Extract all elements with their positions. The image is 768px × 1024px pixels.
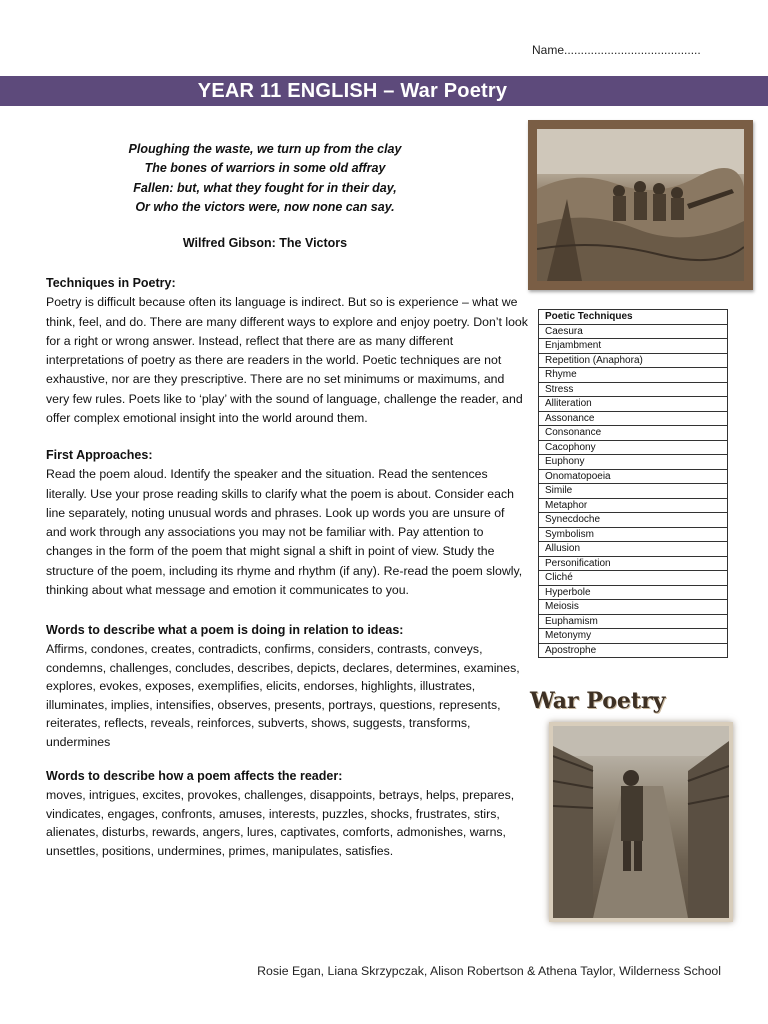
technique-item: Repetition (Anaphora)	[539, 353, 728, 368]
section-heading: Words to describe how a poem affects the reader:	[46, 769, 343, 783]
technique-item: Onomatopoeia	[539, 469, 728, 484]
trench-photo-image	[537, 129, 744, 281]
technique-item: Hyperbole	[539, 585, 728, 600]
technique-item: Euphony	[539, 455, 728, 470]
technique-item: Personification	[539, 556, 728, 571]
section-ideas-words	[46, 621, 528, 751]
technique-item: Caesura	[539, 324, 728, 339]
technique-item: Cliché	[539, 571, 728, 586]
section-reader-words	[46, 767, 528, 860]
section-heading: Techniques in Poetry:	[46, 276, 176, 290]
poem-line: Or who the victors were, now none can say.	[135, 200, 395, 215]
poem-line: Ploughing the waste, we turn up from the clay	[128, 142, 402, 156]
war-poetry-image-title: War Poetry	[530, 688, 666, 714]
technique-item: Consonance	[539, 426, 728, 441]
poem-excerpt	[30, 140, 500, 218]
page-title: YEAR 11 ENGLISH – War Poetry	[197, 80, 508, 102]
name-field: Name.........................................	[532, 43, 701, 57]
section-body: Read the poem aloud. Identify the speaker and the situation. Read the sentences literally. Use your prose reading skills to clarify what the poem is about. Consider each line separately, noting unusual words and phrases. Look up words you are unsure of and work through any associations you may not be familiar with. Pay attention to changes in the form of the poem that might signal a shift in point of view. Study the structure of the poem, including its rhyme and rhythm (if any). Re-read the poem slowly, thinking about what message and emotion it communicates to you.	[46, 467, 523, 598]
title-banner	[0, 76, 768, 106]
technique-item: Cacophony	[539, 440, 728, 455]
technique-item: Enjambment	[539, 339, 728, 354]
poem-line: Fallen: but, what they fought for in their day,	[133, 180, 397, 195]
trench-soldier-photo	[549, 722, 733, 922]
soldiers-in-trench-illustration	[537, 129, 744, 281]
technique-item: Alliteration	[539, 397, 728, 412]
technique-item: Meiosis	[539, 600, 728, 615]
section-first-approaches	[46, 446, 528, 600]
trench-photo	[528, 120, 753, 290]
table-header: Poetic Techniques	[539, 310, 728, 325]
soldier-in-trench-illustration	[553, 726, 729, 918]
technique-item: Stress	[539, 382, 728, 397]
poetic-techniques-table	[538, 309, 728, 658]
technique-item: Symbolism	[539, 527, 728, 542]
technique-item: Allusion	[539, 542, 728, 557]
section-body: Affirms, condones, creates, contradicts, confirms, considers, contrasts, conveys, condemns, challenges, concludes, describes, depicts, declares, determines, examines, explores, evokes, exposes, exemplifies, elicits, endorses, highlights, illustrates, illuminates, implies, intensifies, observes, presents, portrays, questions, represents, reiterates, reflects, reveals, reinforces, subverts, shows, suggests, transforms, undermines	[46, 642, 520, 749]
section-body: Poetry is difficult because often its language is indirect. But so is experience – what we think, feel, and do. There are many different ways to explore and enjoy poetry. Don’t look for a right or wrong answer. Instead, reflect that there are as many different interpretations of poetry as there are readers in the world. Poetic techniques are not exhaustive, nor are they prescriptive. There are no set minimums or maximums, and very few rules. Poets like to ‘play’ with the sound of language, challenge the reader, and offer complex emotional insight into the world around them.	[46, 295, 528, 426]
technique-item: Assonance	[539, 411, 728, 426]
technique-item: Rhyme	[539, 368, 728, 383]
technique-item: Metaphor	[539, 498, 728, 513]
technique-item: Euphamism	[539, 614, 728, 629]
poem-credit: Wilfred Gibson: The Victors	[182, 236, 348, 250]
footer-credits: Rosie Egan, Liana Skrzypczak, Alison Robertson & Athena Taylor, Wilderness School	[257, 964, 721, 978]
technique-item: Metonymy	[539, 629, 728, 644]
technique-item: Synecdoche	[539, 513, 728, 528]
section-heading: First Approaches:	[46, 448, 153, 462]
poem-line: The bones of warriors in some old affray	[144, 161, 386, 176]
technique-item: Simile	[539, 484, 728, 499]
section-techniques	[46, 274, 528, 428]
technique-item: Apostrophe	[539, 643, 728, 658]
trench-soldier-image	[553, 726, 729, 918]
section-body: moves, intrigues, excites, provokes, challenges, disappoints, betrays, helps, prepares, vindicates, engages, confronts, amuses, interests, puzzles, shocks, frustrates, stirs, alienates, disturbs, rewards, angers, lures, captivates, comforts, admonishes, warns, unsettles, positions, undermines, primes, manipulates, satisfies.	[46, 788, 515, 858]
section-heading: Words to describe what a poem is doing in relation to ideas:	[46, 623, 404, 637]
